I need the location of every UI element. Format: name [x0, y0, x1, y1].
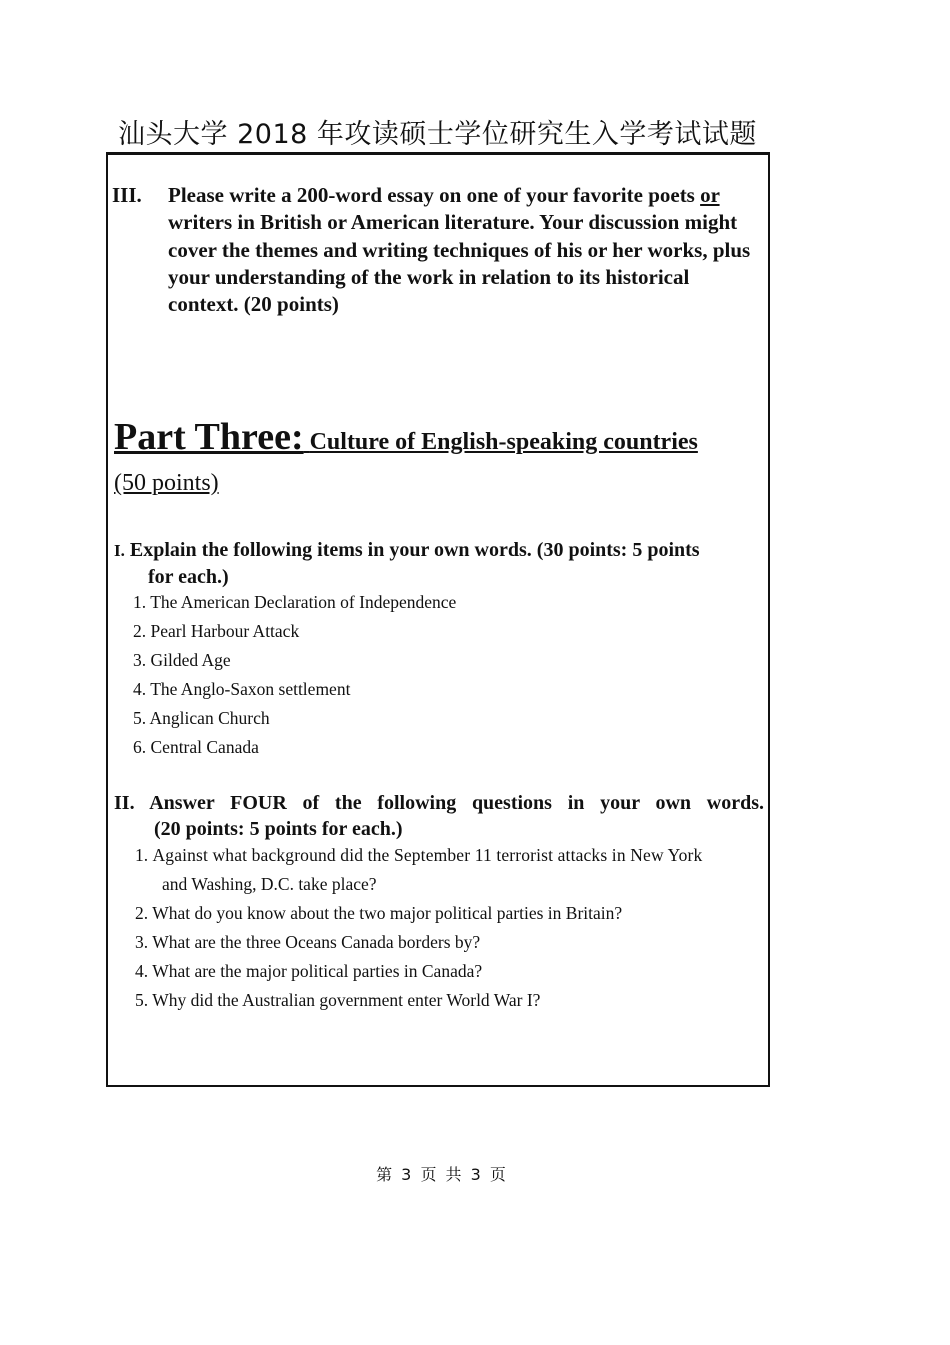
- item-text: Anglican Church: [149, 708, 270, 728]
- item-text: What are the three Oceans Canada borders by?: [152, 932, 481, 952]
- section-two-heading-line2: (20 points: 5 points for each.): [154, 818, 403, 840]
- part-three-points: (50 points): [114, 470, 219, 496]
- item-number: 6.: [133, 737, 147, 757]
- list-item: [133, 646, 763, 675]
- list-item: [135, 986, 765, 1015]
- list-item: [135, 928, 765, 957]
- item-number: 4.: [133, 679, 147, 699]
- item-text: Gilded Age: [150, 650, 231, 670]
- item-number: 1.: [135, 845, 149, 865]
- item-number: 5.: [133, 708, 147, 728]
- section-one-heading-line1: Explain the following items in your own words. (30 points: 5 points: [129, 539, 700, 561]
- part-three-subtitle: Culture of English-speaking countries: [309, 429, 698, 455]
- section-two-number: II.: [114, 792, 135, 814]
- item-text: Pearl Harbour Attack: [150, 621, 300, 641]
- essay-text-part1: Please write a 200-word essay on one of your favorite poets: [168, 183, 695, 207]
- section-two-items: [135, 841, 765, 1015]
- item-number: 3.: [135, 932, 149, 952]
- section-one-heading: [114, 537, 764, 590]
- list-item: [135, 957, 765, 986]
- section-two-heading: [114, 790, 764, 842]
- item-text: The Anglo-Saxon settlement: [150, 679, 351, 699]
- list-item: [133, 675, 763, 704]
- section-one-number: I.: [114, 541, 125, 560]
- item-text: What are the major political parties in Canada?: [152, 961, 483, 981]
- essay-or-underlined: or: [700, 183, 720, 207]
- list-item: [133, 704, 763, 733]
- item-number: 2.: [133, 621, 147, 641]
- essay-text-part2: writers in British or American literature. Your discussion might cover the themes and writing techniques of his or her works, plus your understanding of the work in relation to its historical context. (20 points): [168, 210, 751, 317]
- exam-header-title: 汕头大学 2018 年攻读硕士学位研究生入学考试试题: [118, 119, 757, 150]
- essay-question-text: [168, 182, 762, 318]
- list-item: [133, 588, 763, 617]
- item-text: Against what background did the September 11 terrorist attacks in New York: [152, 845, 703, 865]
- item-number: 5.: [135, 990, 149, 1010]
- item-text: Why did the Australian government enter World War I?: [152, 990, 541, 1010]
- item-number: 1.: [133, 592, 147, 612]
- section-two-heading-first-line: [114, 790, 764, 816]
- essay-question: [112, 182, 762, 318]
- list-item: [135, 899, 765, 928]
- list-item: [133, 617, 763, 646]
- page-number-footer: 第 3 页 共 3 页: [376, 1165, 508, 1184]
- part-three-heading: [114, 413, 764, 469]
- list-item: [133, 733, 763, 762]
- item-text: The American Declaration of Independence: [150, 592, 457, 612]
- essay-question-number: III.: [112, 183, 142, 207]
- section-one-heading-line2: for each.): [148, 566, 229, 588]
- item-text: What do you know about the two major political parties in Britain?: [152, 903, 623, 923]
- item-number: 4.: [135, 961, 149, 981]
- part-three-title: Part Three:: [114, 416, 304, 458]
- item-number: 3.: [133, 650, 147, 670]
- list-item: [135, 841, 765, 899]
- section-two-heading-line1: Answer FOUR of the following questions in your own words.: [149, 792, 765, 814]
- item-text: Central Canada: [150, 737, 259, 757]
- section-one-items: [133, 588, 763, 762]
- item-text-continued: and Washing, D.C. take place?: [162, 874, 377, 894]
- item-number: 2.: [135, 903, 149, 923]
